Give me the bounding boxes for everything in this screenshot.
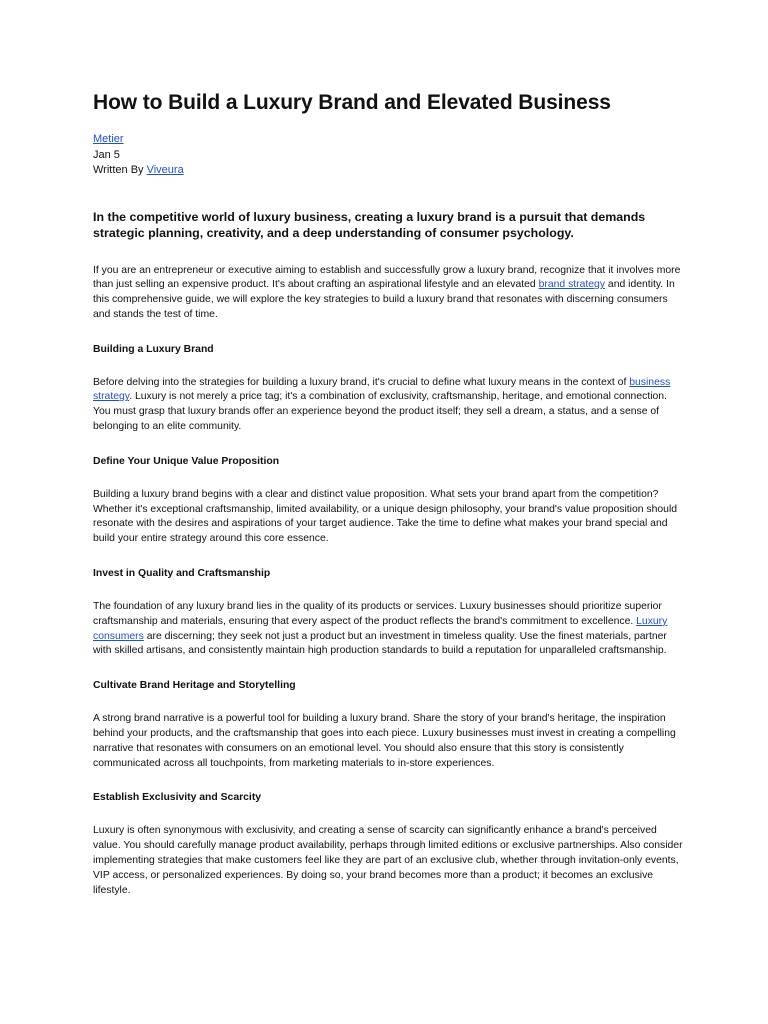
section-heading-heritage: Cultivate Brand Heritage and Storytelling: [93, 680, 296, 692]
intro-text-2: and identity. In this comprehensive guide, we will explore the key strategies to build a luxury brand that resonates with discerning consumers and stands the test of time.: [93, 279, 675, 320]
business-strategy-link[interactable]: business strategy: [93, 376, 671, 403]
article-meta: [93, 132, 683, 179]
section-heading-building: Building a Luxury Brand: [93, 343, 214, 355]
publish-date: Jan 5: [93, 148, 120, 161]
section-heading-exclusivity: Establish Exclusivity and Scarcity: [93, 792, 262, 804]
building-text-1: Before delving into the strategies for building a luxury brand, it's crucial to define what luxury means in the context of: [93, 376, 630, 388]
section-paragraph-quality: [93, 600, 683, 659]
section-paragraph-heritage: A strong brand narrative is a powerful tool for building a luxury brand. Share the story of your brand's heritage, the inspiration behind your products, and the craftsmanship that goes into each piece. Luxury businesses must invest in creating a compelling narrative that resonates with consumers on an emotional level. You should also ensure that this story is consistently communicated across all touchpoints, from marketing materials to in-store experiences.: [93, 713, 676, 769]
building-text-2: . Luxury is not merely a price tag; it's a combination of exclusivity, craftsmanship, heritage, and emotional connection. You must grasp that luxury brands offer an experience beyond the product itself; they sell a dream, a status, and a sense of belonging to an elite community.: [93, 391, 667, 433]
category-link[interactable]: Metier: [93, 133, 124, 145]
section-paragraph-exclusivity: Luxury is often synonymous with exclusivity, and creating a sense of scarcity can significantly enhance a brand's perceived value. You should carefully manage product availability, perhaps through limited editions or exclusive partnerships. Also consider implementing strategies that make customers feel like they are part of an exclusive club, whether through invitation-only events, VIP access, or personalized experiences. By doing so, your brand becomes more than a product; it becomes an exclusive lifestyle.: [93, 825, 683, 896]
section-heading-value-proposition: Define Your Unique Value Proposition: [93, 455, 280, 467]
article-title: How to Build a Luxury Brand and Elevated Business: [93, 91, 611, 114]
brand-strategy-link[interactable]: brand strategy: [538, 279, 606, 291]
author-link[interactable]: Viveura: [146, 164, 184, 176]
byline-prefix: Written By: [93, 164, 147, 176]
article: [93, 88, 683, 898]
quality-text-1: The foundation of any luxury brand lies in the quality of its products or services. Luxury businesses should prioritize superior craftsmanship and materials, ensuring that every aspect of the product reflects the brand's commitment to excellence.: [93, 601, 662, 627]
section-paragraph-building: [93, 376, 683, 435]
intro-text-1: If you are an entrepreneur or executive aiming to establish and successfully grow a luxury brand, recognize that it involves more than just selling an expensive product. It's about crafting an aspirational lifestyle and an elevated: [93, 264, 681, 291]
intro-paragraph: [93, 264, 683, 323]
lead-paragraph: In the competitive world of luxury business, creating a luxury brand is a pursuit that demands strategic planning, creativity, and a deep understanding of consumer psychology.: [93, 209, 646, 240]
byline: [93, 163, 683, 179]
section-heading-quality: Invest in Quality and Craftsmanship: [93, 568, 271, 580]
luxury-consumers-link[interactable]: Luxury consumers: [93, 615, 668, 642]
section-paragraph-value-proposition: Building a luxury brand begins with a clear and distinct value proposition. What sets your brand apart from the competition? Whether it's exceptional craftsmanship, limited availability, or a unique design philosophy, your brand's value proposition should resonate with the desires and aspirations of your target audience. Take the time to define what makes your brand special and build your entire strategy around this core essence.: [93, 488, 678, 545]
quality-text-2: are discerning; they seek not just a product but an investment in timeless quality. Use the finest materials, partner with skilled artisans, and consistently maintain high production standards to build a reputation for unparalleled craftsmanship.: [93, 630, 667, 657]
